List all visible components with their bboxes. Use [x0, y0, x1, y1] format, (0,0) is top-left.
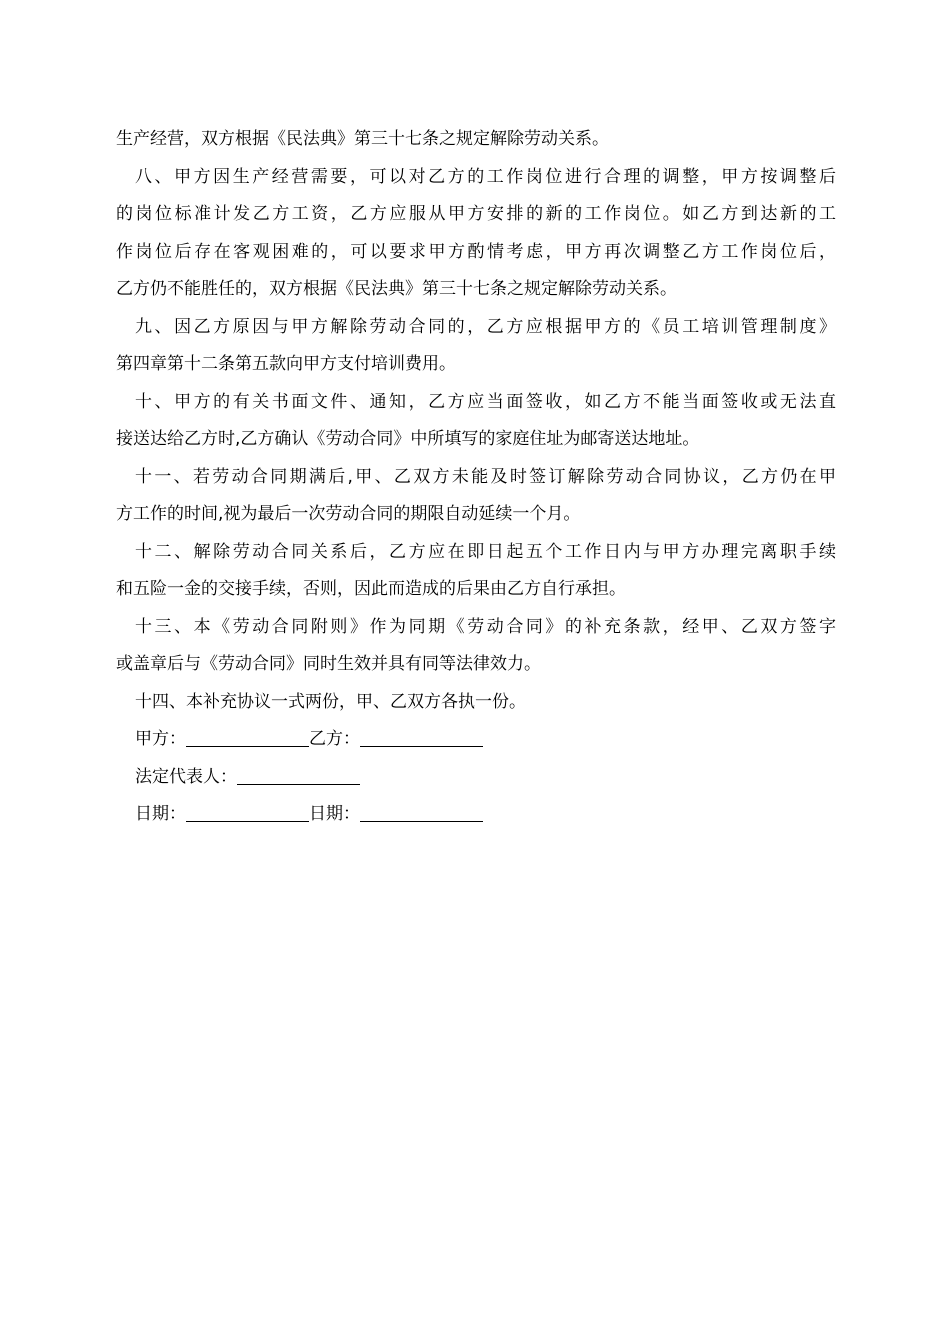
party-b-label: 乙方：	[309, 729, 360, 749]
paragraph-7-continuation	[116, 121, 836, 159]
paragraph-11	[116, 459, 836, 534]
text-line: 八、甲方因生产经营需要，可以对乙方的工作岗位进行合理的调整，甲方按调整后	[135, 166, 836, 187]
text-line: 接送达给乙方时,乙方确认《劳动合同》中所填写的家庭住址为邮寄送达地址。	[116, 429, 700, 449]
document-page	[116, 121, 836, 834]
text-line: 或盖章后与《劳动合同》同时生效并具有同等法律效力。	[116, 654, 541, 674]
legal-rep-label: 法定代表人：	[135, 766, 237, 787]
text-line: 方工作的时间,视为最后一次劳动合同的期限自动延续一个月。	[116, 504, 581, 524]
paragraph-13	[116, 609, 836, 684]
date-a-blank[interactable]	[186, 801, 309, 822]
text-line: 的岗位标准计发乙方工资，乙方应服从甲方安排的新的工作岗位。如乙方到达新的工	[116, 204, 836, 224]
party-a-label: 甲方：	[135, 729, 186, 749]
text-line: 十三、本《劳动合同附则》作为同期《劳动合同》的补充条款，经甲、乙双方签字	[135, 616, 836, 637]
paragraph-8	[116, 159, 836, 309]
legal-rep-signature-blank[interactable]	[237, 764, 360, 785]
date-row	[135, 796, 836, 834]
text-line: 第四章第十二条第五款向甲方支付培训费用。	[116, 354, 456, 374]
paragraph-12	[116, 534, 836, 609]
text-line: 十四、本补充协议一式两份，甲、乙双方各执一份。	[135, 691, 526, 712]
text-line: 九、因乙方原因与甲方解除劳动合同的，乙方应根据甲方的《员工培训管理制度》	[135, 316, 836, 337]
paragraph-14	[116, 684, 836, 722]
text-line: 十、甲方的有关书面文件、通知，乙方应当面签收，如乙方不能当面签收或无法直	[135, 391, 836, 412]
text-line: 乙方仍不能胜任的，双方根据《民法典》第三十七条之规定解除劳动关系。	[116, 279, 677, 299]
party-b-signature-blank[interactable]	[360, 726, 483, 747]
party-a-signature-blank[interactable]	[186, 726, 309, 747]
text-line: 生产经营，双方根据《民法典》第三十七条之规定解除劳动关系。	[116, 129, 609, 149]
party-signature-row	[135, 721, 836, 759]
text-line: 和五险一金的交接手续，否则，因此而造成的后果由乙方自行承担。	[116, 579, 626, 599]
signature-block	[116, 721, 836, 834]
paragraph-9	[116, 309, 836, 384]
legal-rep-row	[135, 759, 836, 797]
text-line: 十一、若劳动合同期满后,甲、乙双方未能及时签订解除劳动合同协议，乙方仍在甲	[135, 466, 836, 487]
date-a-label: 日期：	[135, 804, 186, 824]
text-line: 作岗位后存在客观困难的，可以要求甲方酌情考虑，甲方再次调整乙方工作岗位后，	[116, 241, 836, 262]
paragraph-10	[116, 384, 836, 459]
date-b-label: 日期：	[309, 804, 360, 824]
text-line: 十二、解除劳动合同关系后，乙方应在即日起五个工作日内与甲方办理完离职手续	[135, 541, 836, 562]
date-b-blank[interactable]	[360, 801, 483, 822]
